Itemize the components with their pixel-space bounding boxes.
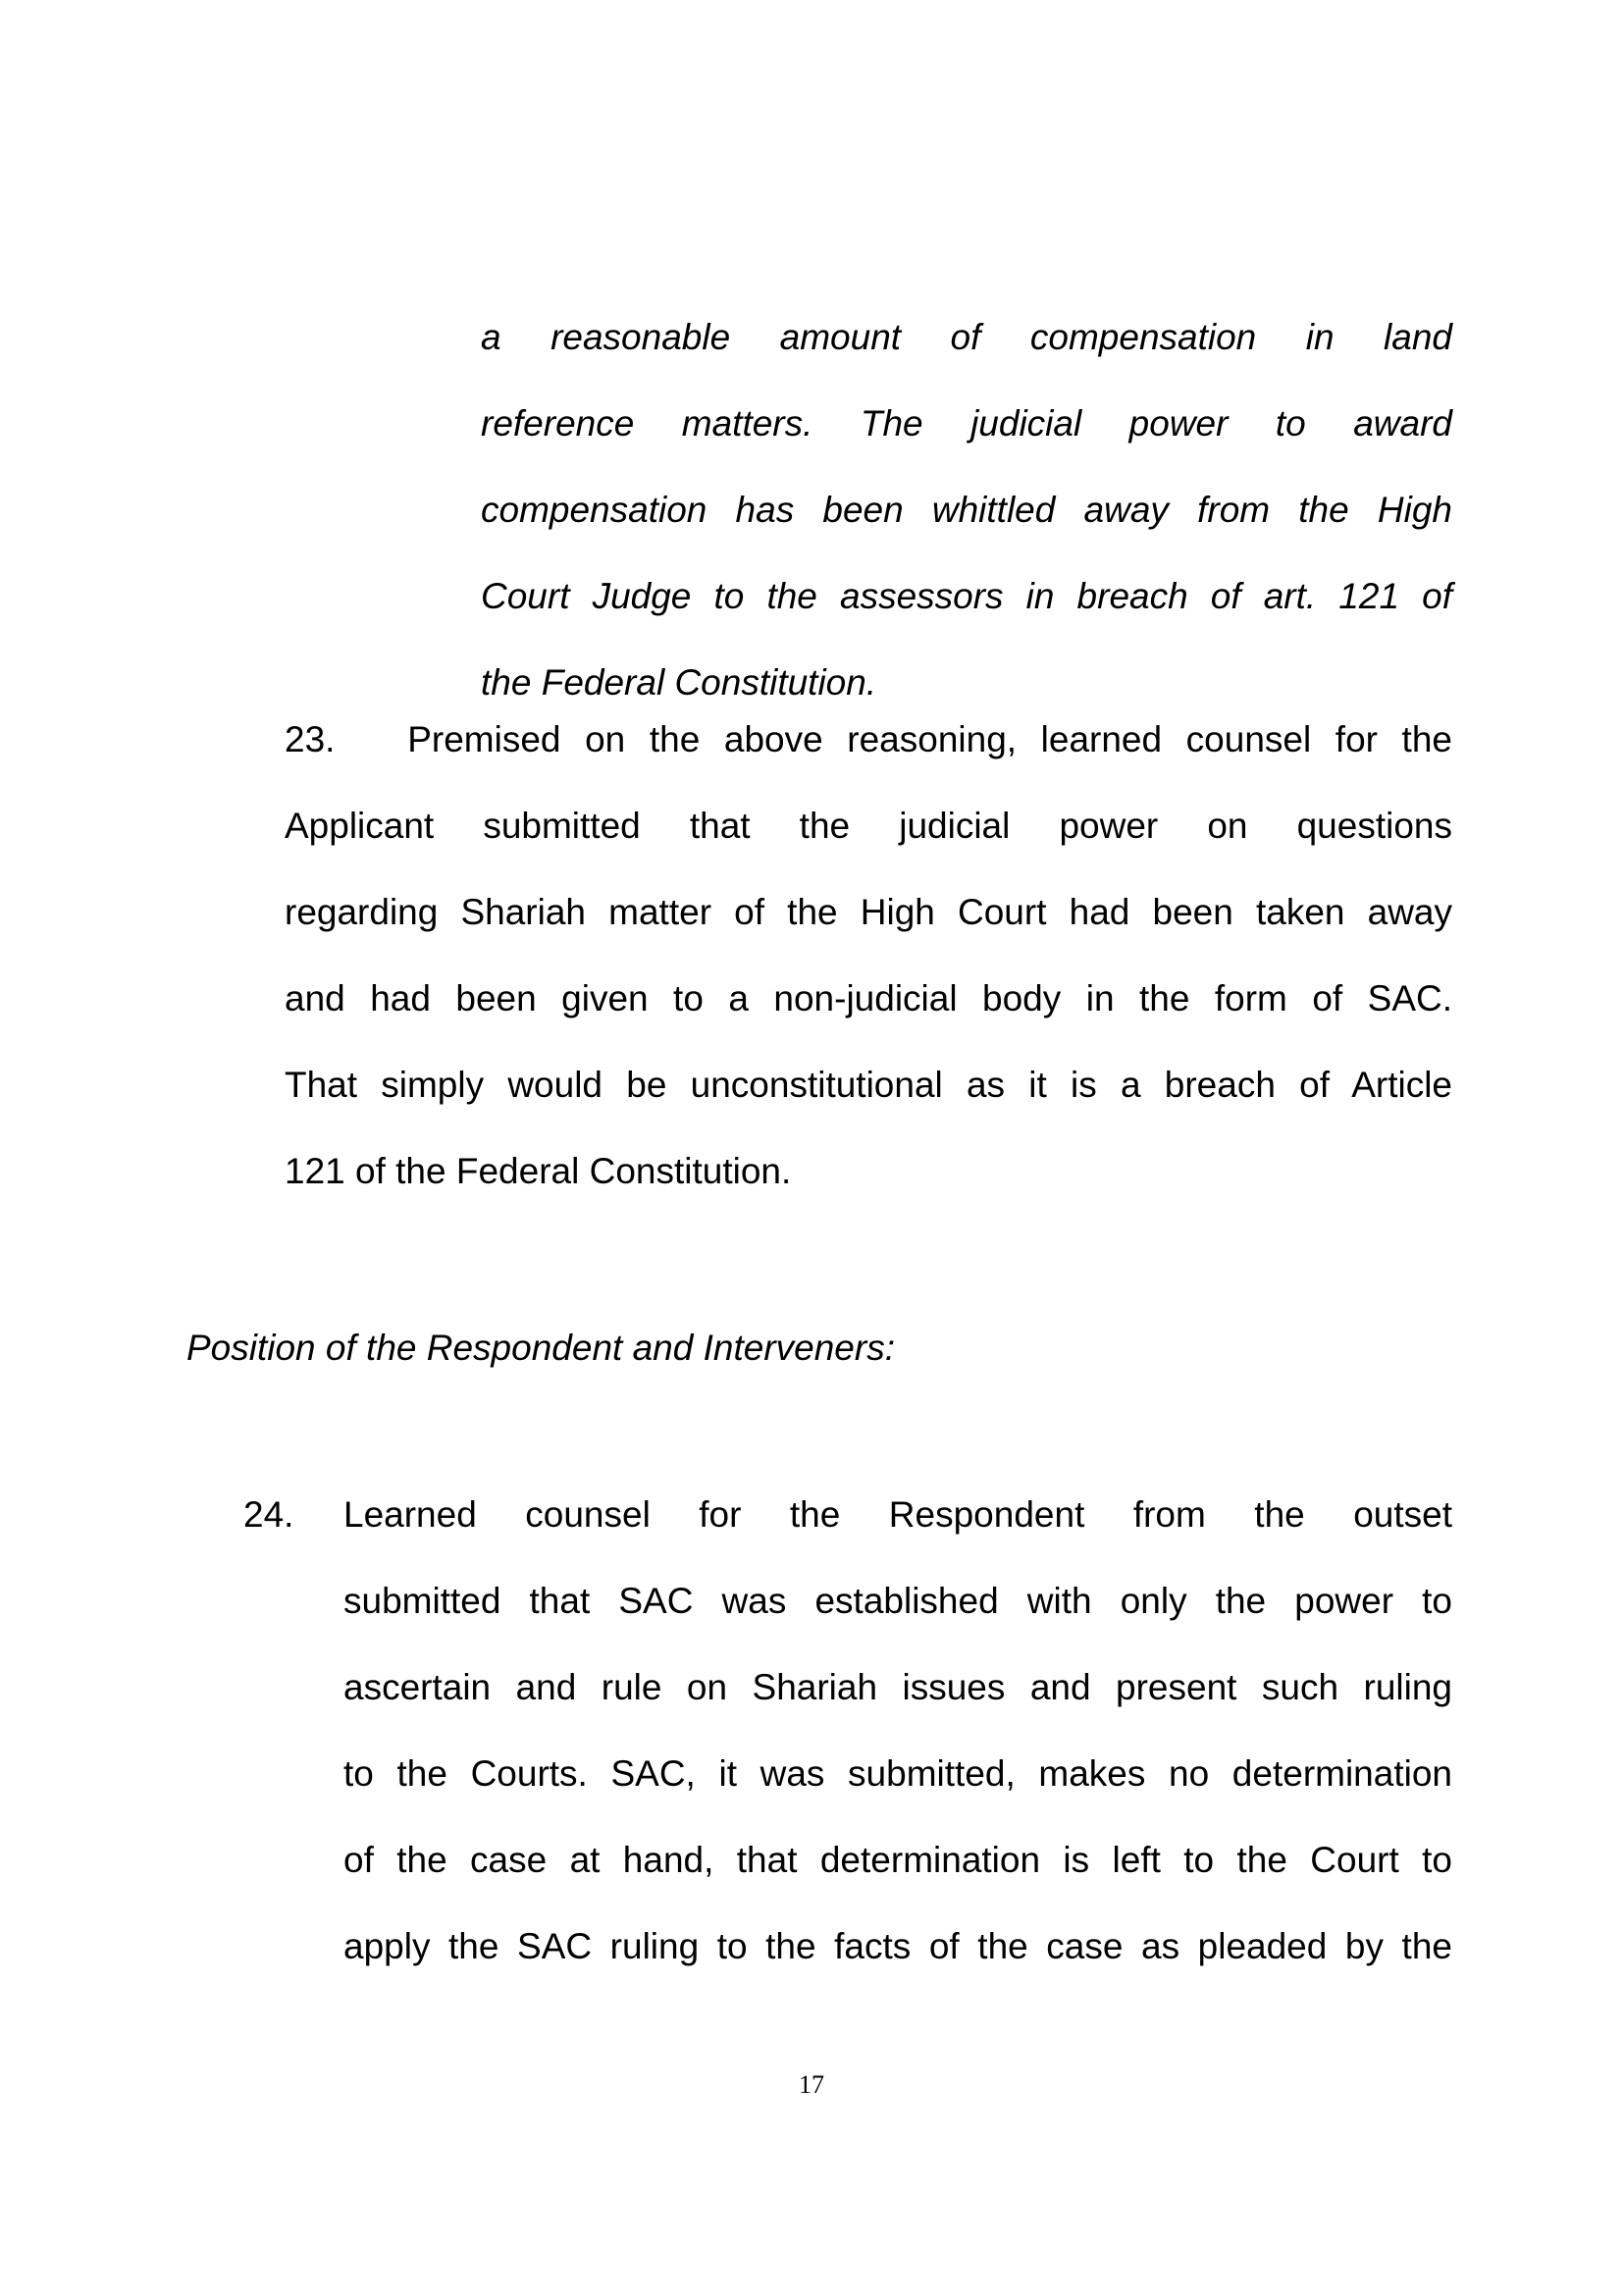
paragraph-line: That simply would be unconstitutional as it is a breach of Article — [285, 1065, 1452, 1105]
quote-line: compensation has been whittled away from the High — [481, 490, 1452, 530]
paragraph-line: to the Courts. SAC, it was submitted, makes no determination — [343, 1753, 1452, 1794]
paragraph-23 — [285, 697, 1452, 1215]
paragraph-line: of the case at hand, that determination is left to the Court to — [343, 1840, 1452, 1880]
paragraph-line: submitted that SAC was established with only the power to — [343, 1581, 1452, 1621]
quote-line: reference matters. The judicial power to award — [481, 403, 1452, 444]
paragraph-line: apply the SAC ruling to the facts of the case as pleaded by the — [343, 1926, 1452, 1966]
paragraph-line — [285, 697, 1452, 783]
quote-line: a reasonable amount of compensation in land — [481, 317, 1452, 357]
quote-line: Court Judge to the assessors in breach of art. 121 of — [481, 576, 1452, 616]
paragraph-line: and had been given to a non-judicial body in the form of SAC. — [285, 978, 1452, 1018]
paragraph-line: regarding Shariah matter of the High Court had been taken away — [285, 892, 1452, 932]
paragraph-line: 121 of the Federal Constitution. — [285, 1151, 792, 1191]
section-heading: Position of the Respondent and Interveners: — [186, 1328, 895, 1368]
paragraph-number: 24. — [243, 1494, 294, 1535]
paragraph-line: Learned counsel for the Respondent from the outset — [343, 1494, 1452, 1535]
paragraph-24 — [343, 1472, 1452, 1990]
paragraph-number: 23. — [285, 719, 336, 759]
paragraph-line: Applicant submitted that the judicial power on questions — [285, 806, 1452, 846]
paragraph-line: ascertain and rule on Shariah issues and present such ruling — [343, 1667, 1452, 1707]
page-number: 17 — [799, 2070, 824, 2099]
paragraph-line-text: Premised on the above reasoning, learned counsel for the — [407, 719, 1452, 759]
quote-line: the Federal Constitution. — [481, 662, 877, 703]
quoted-passage — [481, 294, 1452, 726]
